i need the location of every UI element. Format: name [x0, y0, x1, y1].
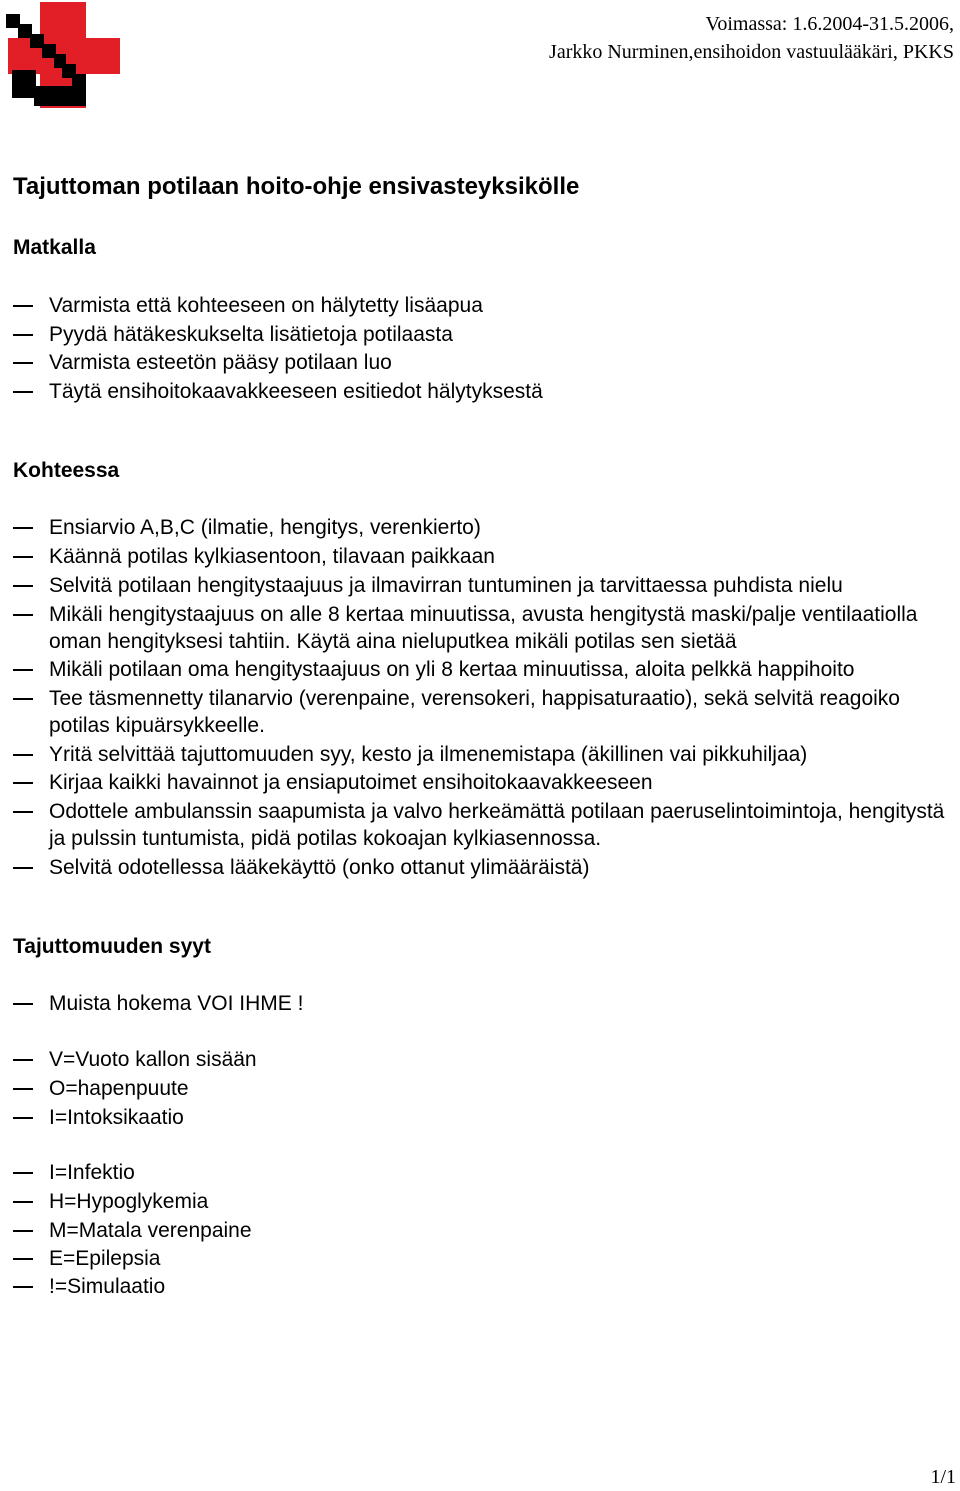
validity-text: Voimassa: 1.6.2004-31.5.2006,: [705, 13, 954, 35]
page-number: 1/1: [930, 1466, 956, 1488]
list-item: Odottele ambulanssin saapumista ja valvo herkeämättä potilaan paeruselintoimintoja, hengitystä ja pulssin tuntumista, pidä potilas kokoajan kylkiasennossa.: [49, 799, 946, 852]
list-item: V=Vuoto kallon sisään: [49, 1047, 946, 1074]
list-item: Mikäli hengitystaajuus on alle 8 kertaa minuutissa, avusta hengitystä maski/palje ventilaatiolla oman hengityksesi tahtiin. Käytä aina nieluputkea mikäli potilas sen sietää: [49, 602, 946, 655]
list-item: I=Infektio: [49, 1160, 946, 1187]
list-item: Varmista että kohteeseen on hälytetty lisäapua: [49, 293, 946, 320]
list-item: Käännä potilas kylkiasentoon, tilavaan paikkaan: [49, 544, 946, 571]
section-heading-tajuttomuuden-syyt: Tajuttomuuden syyt: [13, 935, 211, 958]
list-item: Ensiarvio A,B,C (ilmatie, hengitys, verenkierto): [49, 515, 946, 542]
author-text: Jarkko Nurminen,ensihoidon vastuulääkäri, PKKS: [549, 41, 954, 63]
section-heading-kohteessa: Kohteessa: [13, 459, 120, 482]
list-item: H=Hypoglykemia: [49, 1189, 946, 1216]
list-item: O=hapenpuute: [49, 1076, 946, 1103]
list-item: Pyydä hätäkeskukselta lisätietoja potilaasta: [49, 322, 946, 349]
section-heading-matkalla: Matkalla: [13, 236, 96, 259]
list-item: Mikäli potilaan oma hengitystaajuus on yli 8 kertaa minuutissa, aloita pelkkä happihoito: [49, 657, 946, 684]
red-cross-logo-icon: [0, 0, 124, 110]
list-item: Kirjaa kaikki havainnot ja ensiaputoimet ensihoitokaavakkeeseen: [49, 770, 946, 797]
list-item: Varmista esteetön pääsy potilaan luo: [49, 350, 946, 377]
list-item: M=Matala verenpaine: [49, 1218, 946, 1245]
list-item: Yritä selvittää tajuttomuuden syy, kesto ja ilmenemistapa (äkillinen vai pikkuhiljaa): [49, 742, 946, 769]
mnemonic-item: Muista hokema VOI IHME !: [49, 991, 946, 1018]
page-title: Tajuttoman potilaan hoito-ohje ensivasteyksikölle: [13, 173, 580, 200]
list-item: Selvitä odotellessa lääkekäyttö (onko ottanut ylimääräistä): [49, 855, 946, 882]
list-item: I=Intoksikaatio: [49, 1105, 946, 1132]
list-item: !=Simulaatio: [49, 1274, 946, 1301]
list-item: Tee täsmennetty tilanarvio (verenpaine, verensokeri, happisaturaatio), sekä selvitä reagoiko potilas kipuärsykkeelle.: [49, 686, 946, 739]
list-item: Täytä ensihoitokaavakkeeseen esitiedot hälytyksestä: [49, 379, 946, 406]
list-item: E=Epilepsia: [49, 1246, 946, 1273]
list-item: Selvitä potilaan hengitystaajuus ja ilmavirran tuntuminen ja tarvittaessa puhdista nielu: [49, 573, 946, 600]
document-header: [549, 10, 954, 66]
